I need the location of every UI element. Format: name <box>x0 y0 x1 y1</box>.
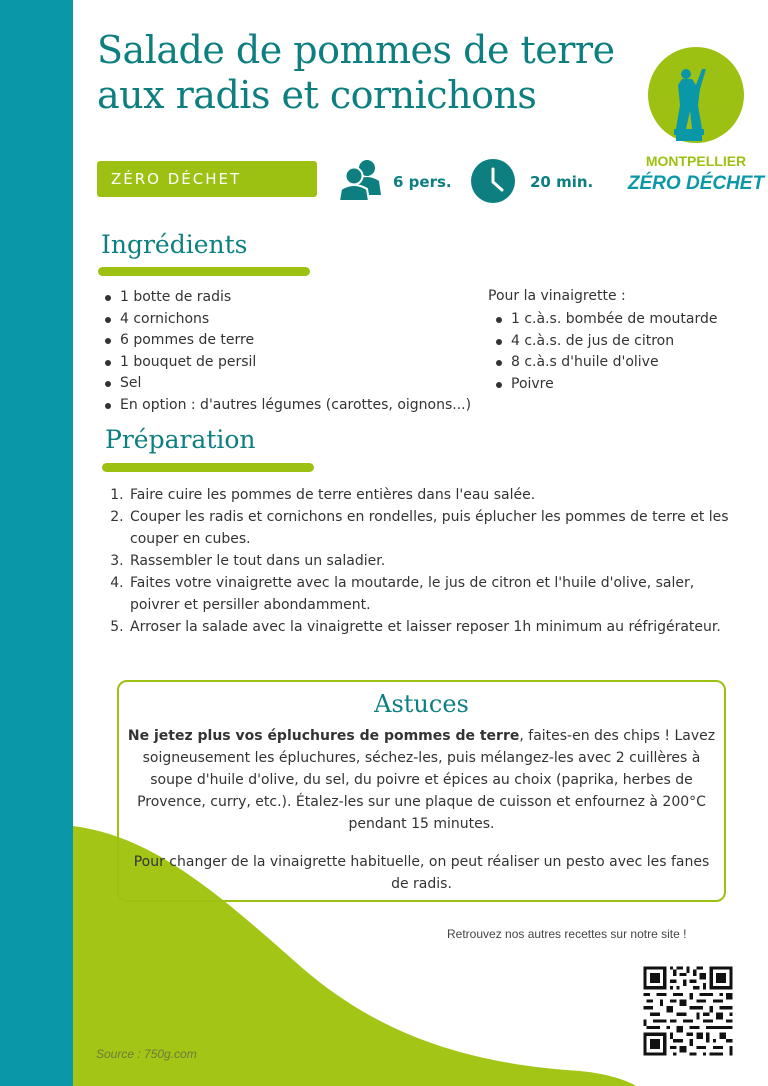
ingredient-item: 1 bouquet de persil <box>103 352 493 374</box>
tips-paragraph-2: Pour changer de la vinaigrette habituelle, on peut réaliser un pesto avec les fanes de radis. <box>133 854 710 892</box>
zero-dechet-badge: ZÉRO DÉCHET <box>97 161 317 197</box>
step-item: 2. Couper les radis et cornichons en rondelles, puis éplucher les pommes de terre et les couper en cubes. <box>128 506 743 550</box>
ingredient-item: Sel <box>103 373 493 395</box>
montpellier-zero-dechet-logo <box>627 55 765 203</box>
servings-text: 6 pers. <box>393 173 452 191</box>
clock-icon <box>471 159 515 203</box>
tips-bold-text: Ne jetez plus vos épluchures de pommes de terre <box>127 728 520 744</box>
source-credit: Source : 750g.com <box>96 1047 197 1061</box>
title-line-2: aux radis et cornichons <box>97 73 537 117</box>
step-item: 4. Faites votre vinaigrette avec la moutarde, le jus de citron et l'huile d'olive, saler, poivrer et persiller abondamment. <box>128 572 743 616</box>
vinaigrette-item: 1 c.à.s. bombée de moutarde <box>494 309 744 331</box>
tips-rest-text: , faites-en des chips ! Lavez soigneusement les épluchures, séchez-les, puis mélangez-les avec 2 cuillères à soupe d'huile d'olive, du sel, du poivre et épices au choix (paprika, herbes de Provence, curry, etc.). Étalez-les sur une plaque de cuisson et enfournez à 200°C pendant 15 minutes. <box>137 728 716 832</box>
ingredients-underline <box>98 267 310 276</box>
vinaigrette-item: 4 c.à.s. de jus de citron <box>494 331 744 353</box>
time-text: 20 min. <box>530 173 594 191</box>
qr-code-icon[interactable] <box>640 963 736 1059</box>
logo-line-1: MONTPELLIER <box>645 153 747 169</box>
ingredient-item: 6 pommes de terre <box>103 330 493 352</box>
tips-heading: Astuces <box>374 690 469 718</box>
vinaigrette-heading: Pour la vinaigrette : <box>488 288 626 304</box>
website-prompt: Retrouvez nos autres recettes sur notre site ! <box>447 927 687 941</box>
logo-line-2a: ZÉRO <box>627 173 686 194</box>
ingredients-heading: Ingrédients <box>101 230 248 259</box>
ingredient-item: 4 cornichons <box>103 309 493 331</box>
preparation-underline <box>102 463 314 472</box>
vinaigrette-item: 8 c.à.s d'huile d'olive <box>494 352 744 374</box>
vinaigrette-item: Poivre <box>494 374 744 396</box>
tips-paragraph-1 <box>124 725 719 835</box>
ingredients-list <box>103 287 493 416</box>
preparation-heading: Préparation <box>105 425 256 454</box>
svg-text:ZÉRO DÉCHET <box>627 172 766 194</box>
logo-line-2b: DÉCHET <box>685 173 765 194</box>
preparation-steps <box>110 484 743 638</box>
people-icon <box>337 157 383 203</box>
ingredient-item: En option : d'autres légumes (carottes, oignons...) <box>103 395 493 417</box>
step-item: 5. Arroser la salade avec la vinaigrette et laisser reposer 1h minimum au réfrigérateur. <box>128 616 743 638</box>
title-line-1: Salade de pommes de terre <box>97 28 615 72</box>
recipe-title <box>97 28 657 118</box>
step-item: 3. Rassembler le tout dans un saladier. <box>128 550 743 572</box>
ingredient-item: 1 botte de radis <box>103 287 493 309</box>
step-item: 1. Faire cuire les pommes de terre entières dans l'eau salée. <box>128 484 743 506</box>
vinaigrette-list <box>494 309 744 395</box>
